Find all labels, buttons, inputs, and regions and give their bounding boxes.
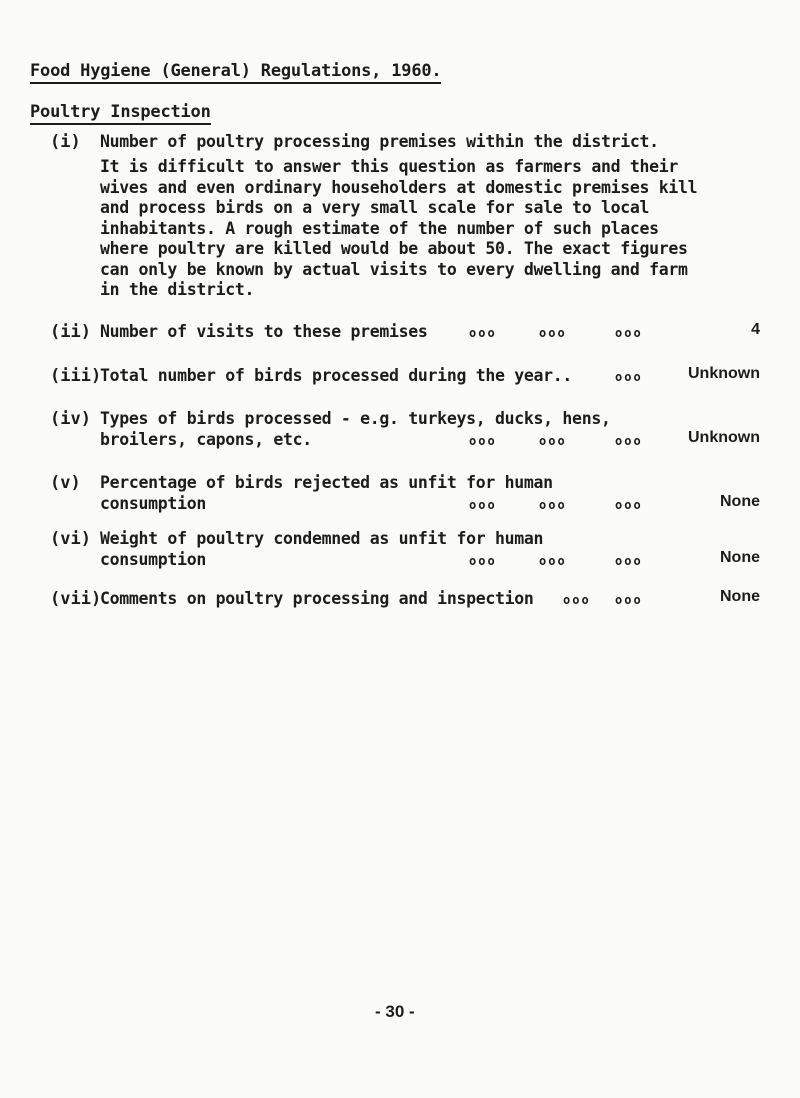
paragraph-line: inhabitants. A rough estimate of the number of such places: [100, 218, 659, 238]
item-number-ii: (ii): [50, 322, 91, 342]
leader-dots: ooo: [615, 498, 643, 512]
leader-dots: ooo: [539, 434, 567, 448]
leader-dots: ooo: [615, 370, 643, 384]
leader-dots: ooo: [615, 326, 643, 340]
item-number-iv: (iv): [50, 409, 91, 429]
paragraph-line: and process birds on a very small scale for sale to local: [100, 198, 650, 217]
item-text-iii: Total number of birds processed during the year..: [100, 366, 573, 385]
paragraph-line: can only be known by actual visits to every dwelling and farm: [100, 259, 688, 279]
document-title: Food Hygiene (General) Regulations, 1960.: [30, 61, 441, 84]
item-text-v-line1: Percentage of birds rejected as unfit for human: [100, 473, 553, 492]
section-heading: Poultry Inspection: [30, 102, 211, 125]
leader-dots: ooo: [615, 434, 643, 448]
item-number-iii: (iii): [50, 366, 102, 386]
paragraph-line: It is difficult to answer this question as farmers and their: [100, 157, 679, 176]
leader-dots: ooo: [563, 593, 591, 607]
item-number-vi: (vi): [50, 529, 91, 549]
answer-vii: None: [720, 588, 760, 605]
leader-dots: ooo: [469, 326, 497, 340]
leader-dots: ooo: [615, 554, 643, 568]
item-text-iv-line2: broilers, capons, etc.: [100, 430, 312, 449]
item-text-ii: Number of visits to these premises: [100, 322, 428, 341]
item-text-vi-line1: Weight of poultry condemned as unfit for human: [100, 529, 544, 548]
item-text-vii: Comments on poultry processing and inspection: [100, 589, 534, 608]
answer-iv: Unknown: [688, 429, 760, 446]
paragraph-line: where poultry are killed would be about 50. The exact figures: [100, 239, 688, 258]
page-number: - 30 -: [375, 1002, 415, 1021]
answer-v: None: [720, 493, 760, 510]
item-number-v: (v): [50, 473, 81, 493]
item-number-i: (i): [50, 132, 81, 152]
item-text-vi-line2: consumption: [100, 550, 206, 569]
explanation-paragraph: [100, 157, 750, 301]
leader-dots: ooo: [469, 498, 497, 512]
leader-dots: ooo: [539, 498, 567, 512]
leader-dots: ooo: [539, 326, 567, 340]
leader-dots: ooo: [615, 593, 643, 607]
leader-dots: ooo: [469, 434, 497, 448]
paragraph-line: in the district.: [100, 280, 255, 299]
answer-iii: Unknown: [688, 365, 760, 382]
item-number-vii: (vii): [50, 589, 102, 609]
item-text-i: Number of poultry processing premises within the district.: [100, 132, 659, 151]
answer-ii: 4: [751, 321, 760, 338]
item-text-v-line2: consumption: [100, 494, 206, 513]
answer-vi: None: [720, 549, 760, 566]
paragraph-line: wives and even ordinary householders at domestic premises kill: [100, 177, 698, 197]
item-text-iv-line1: Types of birds processed - e.g. turkeys, ducks, hens,: [100, 409, 611, 428]
leader-dots: ooo: [539, 554, 567, 568]
leader-dots: ooo: [469, 554, 497, 568]
